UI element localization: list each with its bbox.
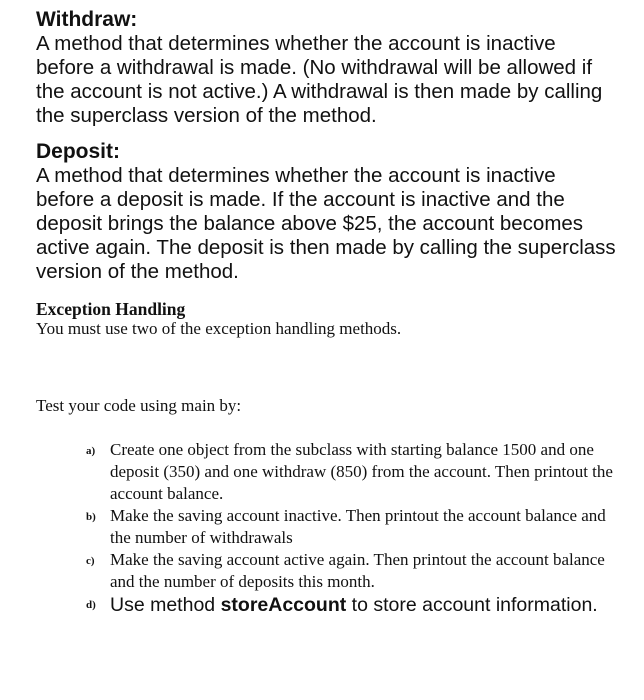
list-item-text: Make the saving account active again. Then printout the account balance and the number of deposits this month.	[110, 550, 605, 591]
list-item-b	[86, 505, 626, 549]
exception-heading: Exception Handling	[36, 299, 186, 319]
test-section	[36, 396, 616, 416]
withdraw-description: A method that determines whether the account is inactive before a withdrawal is made. (No withdrawal will be allowed if the account is not active.) A withdrawal is then made by calling the superclass version of the method.	[36, 32, 603, 127]
list-item-prefix: Use method	[110, 594, 221, 616]
withdraw-section	[36, 8, 616, 128]
list-marker: c)	[86, 555, 95, 567]
list-item-d	[86, 593, 626, 617]
list-marker: b)	[86, 511, 96, 523]
list-marker: d)	[86, 599, 96, 611]
list-item-text: Make the saving account inactive. Then printout the account balance and the number of withdrawals	[110, 506, 606, 547]
list-item-text	[110, 593, 626, 617]
deposit-section	[36, 140, 616, 284]
test-intro: Test your code using main by:	[36, 396, 242, 415]
deposit-heading: Deposit:	[36, 140, 120, 163]
deposit-description: A method that determines whether the account is inactive before a deposit is made. If the account is inactive and the deposit brings the balance above $25, the account becomes active again. The deposit is then made by calling the superclass version of the method.	[36, 164, 616, 283]
list-item-suffix: to store account information.	[346, 594, 598, 616]
method-name: storeAccount	[220, 594, 347, 616]
exception-description: You must use two of the exception handling methods.	[36, 319, 402, 338]
list-item-c	[86, 549, 626, 593]
exception-section	[36, 299, 616, 339]
withdraw-heading: Withdraw:	[36, 8, 138, 31]
test-list	[86, 439, 626, 617]
list-item-text: Create one object from the subclass with starting balance 1500 and one deposit (350) and one withdraw (850) from the account. Then printout the account balance.	[110, 440, 613, 503]
list-item-a	[86, 439, 626, 505]
list-marker: a)	[86, 445, 96, 457]
